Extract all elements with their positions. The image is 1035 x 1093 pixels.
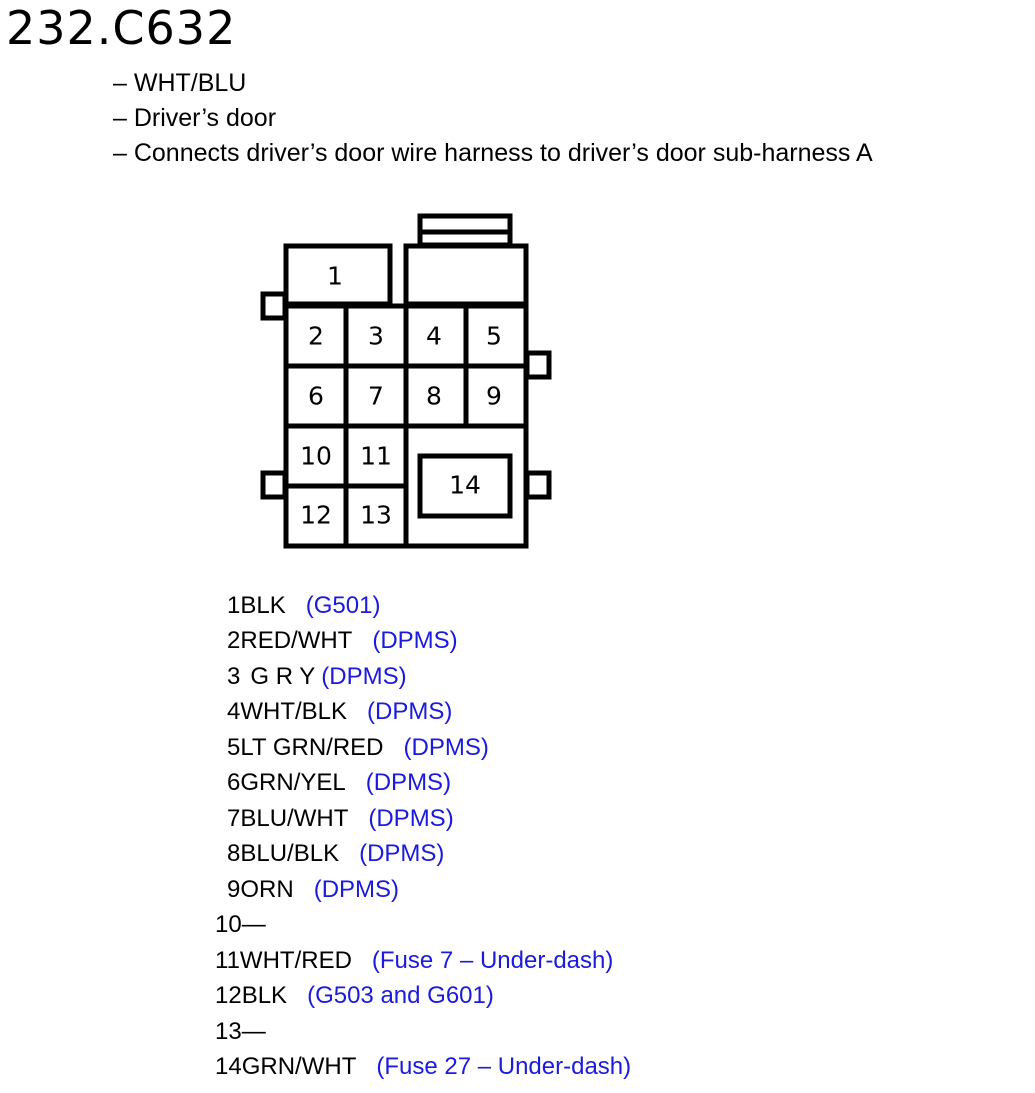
- cavity-label-6: 6: [308, 381, 324, 411]
- cavity-label-4: 4: [426, 321, 442, 351]
- cavity-label-10: 10: [300, 441, 332, 471]
- pin-row-11: [215, 944, 613, 978]
- pin-destination: (DPMS): [359, 840, 445, 867]
- cavity-blank-top-right: [406, 246, 526, 304]
- pin-number: 6: [227, 769, 241, 796]
- cavity-label-9: 9: [486, 381, 502, 411]
- description-line-function: – Connects driver’s door wire harness to driver’s door sub-harness A: [113, 139, 873, 167]
- pin-number: 13: [215, 1018, 242, 1045]
- pin-number: 12: [215, 982, 242, 1009]
- cavity-label-3: 3: [368, 321, 384, 351]
- cavity-label-12: 12: [300, 500, 332, 530]
- pin-number: 4: [227, 698, 241, 725]
- pin-wire-color: —: [241, 911, 266, 938]
- pin-number: 8: [227, 840, 241, 867]
- pin-destination: (Fuse 7 – Under-dash): [371, 947, 614, 974]
- pin-wire-color: RED/WHT: [240, 627, 353, 654]
- cavity-label-5: 5: [486, 321, 502, 351]
- side-latch-left-lower: [263, 473, 285, 497]
- pin-wire-color: WHT/RED: [239, 947, 352, 974]
- pin-row-10: [215, 908, 286, 942]
- description-line-location: – Driver’s door: [113, 104, 277, 132]
- pin-number: 10: [215, 911, 242, 938]
- pin-number: 11: [215, 947, 240, 974]
- cavity-label-1: 1: [327, 261, 343, 291]
- pin-destination: (DPMS): [367, 698, 453, 725]
- cavity-label-14: 14: [449, 470, 481, 500]
- cavity-label-8: 8: [426, 381, 442, 411]
- pin-destination: (DPMS): [321, 663, 407, 690]
- pin-wire-color: WHT/BLK: [240, 698, 348, 725]
- pin-destination: (DPMS): [368, 805, 454, 832]
- pin-wire-color: BLK: [241, 982, 288, 1009]
- pin-row-13: [215, 1015, 286, 1049]
- pin-wire-color: ORN: [240, 876, 294, 903]
- pin-number: 7: [227, 805, 241, 832]
- pin-number: 3: [227, 663, 241, 690]
- pin-destination: (G503 and G601): [307, 982, 494, 1009]
- pin-number: 9: [227, 876, 241, 903]
- pin-row-4: [227, 695, 452, 729]
- pin-row-6: [227, 766, 451, 800]
- side-latch-right-lower: [527, 473, 549, 497]
- side-latch-left-upper: [263, 294, 285, 318]
- pin-wire-color: —: [241, 1018, 266, 1045]
- pin-wire-color: BLU/BLK: [240, 840, 340, 867]
- pin-number: 14: [215, 1053, 242, 1080]
- cavity-label-13: 13: [360, 500, 392, 530]
- pin-number: 2: [227, 627, 241, 654]
- pin-destination: (DPMS): [365, 769, 452, 796]
- pin-destination: (G501): [305, 592, 381, 619]
- pin-wire-color: BLU/WHT: [240, 805, 349, 832]
- pin-number: 1: [227, 592, 241, 619]
- pin-wire-color: G R Y: [250, 663, 316, 690]
- pin-row-5: [227, 731, 489, 765]
- pin-row-2: [227, 624, 458, 658]
- pin-wire-color: LT GRN/RED: [240, 734, 384, 761]
- pin-number: 5: [227, 734, 241, 761]
- pin-wire-color: GRN/YEL: [240, 769, 346, 796]
- pin-row-3: [227, 660, 407, 694]
- description-line-wire-color: – WHT/BLU: [113, 69, 247, 97]
- pin-wire-color: BLK: [240, 592, 286, 619]
- page-title: 232.C632: [6, 1, 237, 55]
- pin-row-7: [227, 802, 454, 836]
- pin-wire-color: GRN/WHT: [241, 1053, 357, 1080]
- pin-destination: (DPMS): [403, 734, 489, 761]
- cavity-label-7: 7: [368, 381, 384, 411]
- pin-row-14: [215, 1050, 631, 1084]
- pin-row-8: [227, 837, 444, 871]
- cavity-label-11: 11: [360, 441, 392, 471]
- pin-row-9: [227, 873, 399, 907]
- pin-row-1: [227, 589, 380, 623]
- pin-destination: (Fuse 27 – Under-dash): [376, 1053, 632, 1080]
- side-latch-right-upper: [527, 353, 549, 377]
- pin-destination: (DPMS): [313, 876, 400, 903]
- pin-destination: (DPMS): [372, 627, 458, 654]
- pin-row-12: [215, 979, 494, 1013]
- cavity-label-2: 2: [308, 321, 324, 351]
